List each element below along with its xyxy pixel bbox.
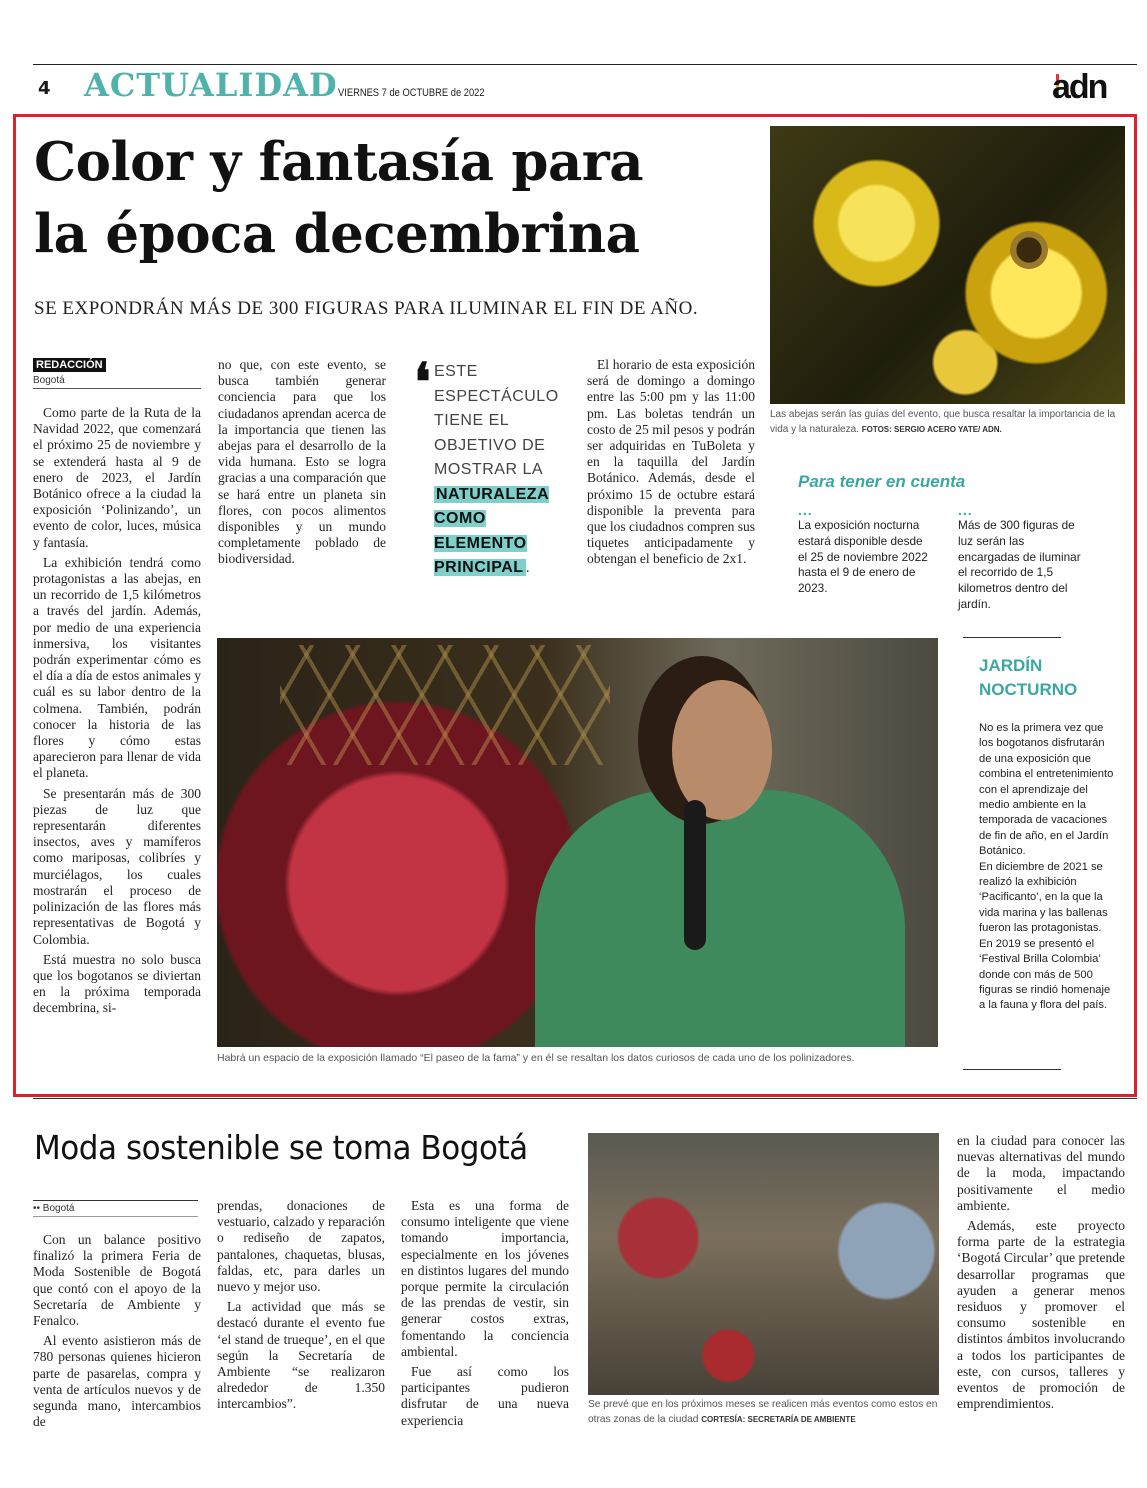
caption-text: Las abejas serán las guías del evento, que busca resaltar la importancia de la vida y la naturaleza. <box>770 409 1116 435</box>
article-column-1 <box>33 405 201 1021</box>
byline: REDACCIÓN <box>33 358 106 372</box>
paragraph: La exhibición tendrá como protagonistas a las abejas, en un recorrido de 1,5 kilómetros a través del jardín. Además, por medio de una experiencia inmersiva, los visitantes podrán experimentar cómo es el día a día de estos animales y cuál es su labor dentro de la colmena. También, podrán conocer la historia de las flores y cómo estas aparecieron para llenar de vida el planeta. <box>33 554 201 781</box>
speaker-jacket-shape <box>535 790 905 1047</box>
paragraph: en la ciudad para conocer las nuevas alternativas del mundo de la moda, impactando positivamente el medio ambiente. <box>957 1133 1125 1213</box>
sidebar-paragraph: En diciembre de 2021 se realizó la exhibición ‘Pacificanto’, en la que la vida marina y las ballenas fueron las protagonistas. En 2019 se presentó el ‘Festival Brilla Colombia’ donde con más de 500 figuras se rindió homenaje a la fauna y flora del país. <box>979 860 1111 1012</box>
info-box-title: Para tener en cuenta <box>798 472 966 491</box>
info-item-2 <box>958 502 1088 613</box>
adn-logo: adn <box>1052 68 1107 106</box>
headline-line-1: Color y fantasía para <box>34 131 644 193</box>
photo-credit: CORTESÍA: SECRETARÍA DE AMBIENTE <box>701 1414 856 1424</box>
issue-date: VIERNES 7 de OCTUBRE de 2022 <box>338 87 485 99</box>
paragraph: La actividad que más se destacó durante el evento fue ‘el stand de trueque’, en el que según la Secretaría de Ambiente “se realizaron alrededor de 1.350 intercambios”. <box>217 1299 385 1412</box>
bottom-column-1 <box>33 1232 201 1434</box>
info-item-1 <box>798 502 930 597</box>
flowers-bee-photo <box>770 126 1125 404</box>
paragraph: Está muestra no solo busca que los bogotanos se diviertan en la próxima temporada decembrina, si- <box>33 951 201 1016</box>
sidebar-text <box>979 721 1114 1014</box>
article-column-4 <box>587 357 755 572</box>
paragraph: prendas, donaciones de vestuario, calzado y reparación o rediseño de zapatos, pantalones, chaquetas, blusas, faldas, etc, para darles un nuevo y mejor uso. <box>217 1198 385 1295</box>
quote-highlight: NATURALEZA COMO ELEMENTO PRINCIPAL <box>434 485 550 576</box>
article-column-2 <box>218 357 386 572</box>
bottom-column-2 <box>217 1198 385 1417</box>
sidebar-paragraph: No es la primera vez que los bogotanos disfrutarán de una exposición que combina el entretenimiento con el aprendizaje del medio ambiente en la temporada de vacaciones de fin de año, en el Jardín Botánico. <box>979 722 1114 858</box>
paragraph: no que, con este evento, se busca también generar conciencia para que los ciudadanos aprendan acerca de la importancia que tienen las abejas para el desarrollo de la vida humana. Esto se logra gracias a una comparación que se hará entre un planeta sin flores, con pocos alimentos disponibles y un mundo completamente poblado de biodiversidad. <box>218 357 386 567</box>
headline-line-2: la época decembrina <box>34 203 640 265</box>
byline-place: Bogotá <box>33 375 201 389</box>
page-number: 4 <box>38 78 51 99</box>
bottom-column-3 <box>401 1198 569 1433</box>
microphone-icon <box>684 800 706 950</box>
sidebar-title: JARDÍN NOCTURNO <box>979 656 1078 699</box>
paragraph: Esta es una forma de consumo inteligente que viene tomando importancia, especialmente en los jóvenes en distintos lugares del mundo porque permite la circulación de las prendas de vestir, sin generar costos extras, fomentando la conciencia ambiental. <box>401 1198 569 1359</box>
speaker-photo-caption: Habrá un espacio de la exposición llamado “El paseo de la fama” y en él se resaltan los datos curiosos de cada uno de los polinizadores. <box>217 1052 855 1064</box>
paragraph: El horario de esta exposición será de domingo a domingo entre las 5:00 pm y las 11:00 pm. Las boletas tendrán un costo de 25 mil pesos y podrán ser adquiridas en TuBoleta y en la taquilla del Jardín Botánico. Además, desde el próximo 15 de octubre estará disponible la preventa para que los ciudadnos compren sus tiquetes anticipadamente y obtengan el beneficio de 2x1. <box>587 357 755 567</box>
paragraph: Al evento asistieron más de 780 personas quienes hicieron parte de pasarelas, compra y venta de artículos nuevos y de segunda mano, intercambios de <box>33 1333 201 1430</box>
article-subhead: SE EXPONDRÁN MÁS DE 300 FIGURAS PARA ILUMINAR EL FIN DE AÑO. <box>34 298 699 319</box>
header-rule <box>33 64 1137 65</box>
bee-shape <box>1005 230 1053 270</box>
bottom-article-rule <box>33 1098 1137 1099</box>
fashion-photo-caption <box>588 1398 943 1427</box>
paragraph: Con un balance positivo finalizó la primera Feria de Moda Sostenible de Bogotá que contó con el apoyo de la Secretaría de Ambiente y Fenalco. <box>33 1232 201 1329</box>
bottom-column-4 <box>957 1133 1125 1416</box>
quote-mark-icon: ❛ <box>414 355 431 412</box>
quote-text: ESTE ESPECTÁCULO TIENE EL OBJETIVO DE MOSTRAR LA <box>434 363 559 478</box>
bottom-article-place: •• Bogotá <box>33 1200 198 1217</box>
pull-quote: ESTE ESPECTÁCULO TIENE EL OBJETIVO DE MOSTRAR LA NATURALEZA COMO ELEMENTO PRINCIPAL . <box>434 363 559 576</box>
dots-icon: ... <box>958 502 973 518</box>
dots-icon: ... <box>798 502 813 518</box>
honeycomb-decor <box>280 645 610 765</box>
bottom-article-headline: Moda sostenible se toma Bogotá <box>34 1128 528 1167</box>
paragraph: Se presentarán más de 300 piezas de luz que representarán diferentes insectos, aves y mamíferos como mariposas, colibríes y murciélagos, los cuales mostrarán el proceso de polinización de las flores más representativas de Bogotá y Colombia. <box>33 785 201 947</box>
sidebar-rule <box>963 637 1061 638</box>
info-item-text: La exposición nocturna estará disponible desde el 25 de noviembre 2022 hasta el 9 de enero de 2023. <box>798 518 928 596</box>
info-item-text: Más de 300 figuras de luz serán las encargadas de iluminar el recorrido de 1,5 kilometros dentro del jardín. <box>958 518 1081 611</box>
section-title: ACTUALIDAD <box>84 66 338 104</box>
speaker-head-shape <box>672 680 772 820</box>
photo-credit: FOTOS: SERGIO ACERO YATE/ ADN. <box>861 425 1002 434</box>
sidebar-rule-bottom <box>963 1069 1061 1070</box>
flowers-photo-caption <box>770 407 1130 437</box>
paragraph: Fue así como los participantes pudieron disfrutar de una nueva experiencia <box>401 1364 569 1428</box>
fashion-fair-photo <box>588 1133 939 1395</box>
paragraph: Como parte de la Ruta de la Navidad 2022, que comenzará el próximo 25 de noviembre y se extenderá hasta al 9 de enero de 2023, el Jardín Botánico ofrece a la ciudad la exposición ‘Polinizando’, un evento de color, luces, música y fantasía. <box>33 405 201 550</box>
paragraph: Además, este proyecto forma parte de la estrategia ‘Bogotá Circular’ que pretende desarrollar programas que ayuden a generar menos residuos y promover el consumo sostenible en distintos ámbitos involucrando a todos los participantes de este, con cursos, talleres y eventos de promoción de emprendimientos. <box>957 1218 1125 1412</box>
caption-text: Se prevé que en los próximos meses se realicen más eventos como estos en otras zonas de la ciudad <box>588 1399 938 1425</box>
article-headline <box>34 126 764 270</box>
